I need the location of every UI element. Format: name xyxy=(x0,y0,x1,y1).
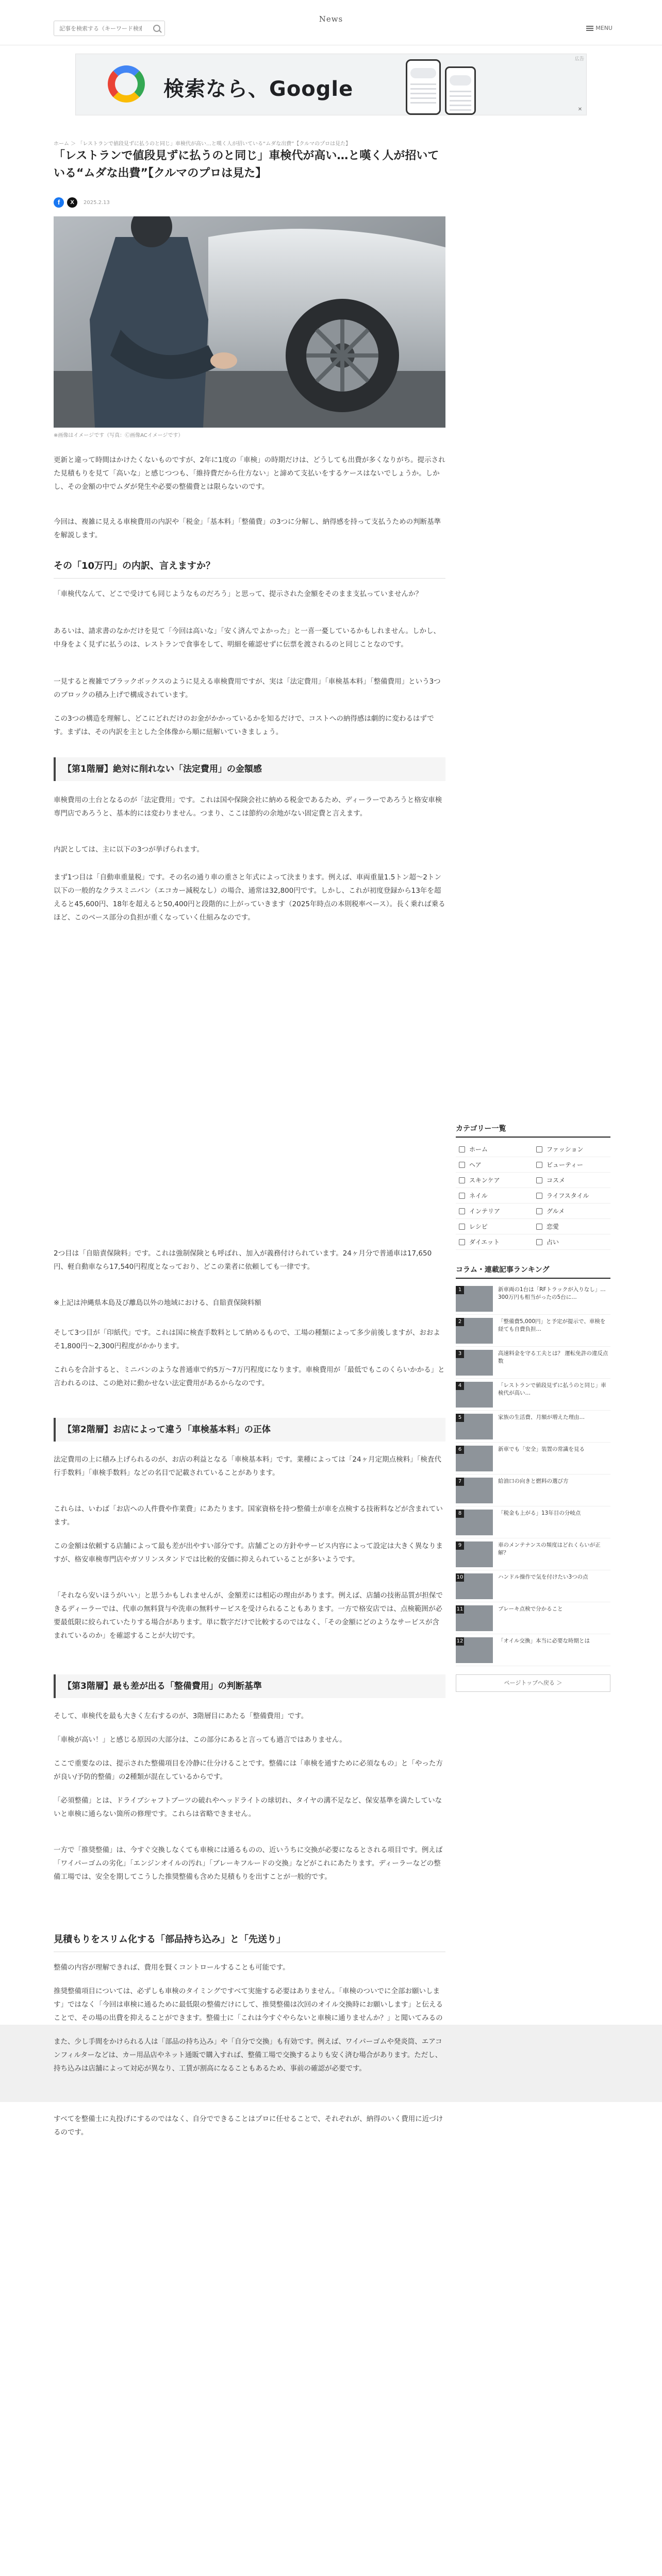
car-mechanic-photo xyxy=(54,216,445,428)
category-label: スキンケア xyxy=(469,1177,500,1184)
category-label: 恋愛 xyxy=(547,1223,559,1230)
category-label: ネイル xyxy=(469,1192,488,1199)
paragraph: 2つ目は「自賠責保険料」です。これは強制保険とも呼ばれ、加入が義務付けられています。24ヶ月分で普通車は17,650円、軽自動車なら17,540円程度となっており、どこの業者に依頼しても一律です。 xyxy=(54,1249,432,1271)
category-item[interactable] xyxy=(456,1204,533,1219)
paragraph: これらを合計すると、ミニバンのような普通車で約5万〜7万円程度になります。車検費用が「最低でもこのくらいかかる」と言われるのは、この絶対に動かせない法定費用があるからなのです。 xyxy=(54,1366,445,1387)
category-item[interactable] xyxy=(533,1173,610,1188)
paragraph-note: ※上記は沖縄県本島及び離島以外の地域における、自賠責保険料額 xyxy=(54,1299,261,1307)
search-input[interactable] xyxy=(54,21,147,36)
breadcrumb[interactable]: ホーム ＞ 「レストランで値段見ずに払うのと同じ」車検代が高い…と嘆く人が招いている“ムダな出費”【クルマのプロは見た】 xyxy=(54,141,351,147)
scale-icon xyxy=(459,1239,465,1245)
phone-mockup-icon xyxy=(406,59,441,115)
facebook-icon[interactable]: f xyxy=(54,197,64,208)
category-label: ビューティー xyxy=(547,1161,584,1168)
fork-icon xyxy=(536,1208,542,1214)
ranking-title: 家族の生活費、月額が増えた理由… xyxy=(498,1414,585,1420)
ranking-item[interactable] xyxy=(456,1443,610,1475)
ranking-item[interactable] xyxy=(456,1506,610,1538)
paragraph: そして、車検代を最も大きく左右するのが、3階層目にあたる「整備費用」です。 xyxy=(54,1712,308,1720)
home-icon xyxy=(459,1146,465,1153)
compact-icon xyxy=(536,1177,542,1183)
intro-paragraph-2: 今回は、複雑に見える車検費用の内訳や「税金」「基本料」「整備費」の3つに分解し、納得感を持って支払うための判断基準を解説します。 xyxy=(54,518,441,539)
search-icon[interactable] xyxy=(153,25,160,32)
ranking-title: 「レストランで値段見ずに払うのと同じ」車検代が高い… xyxy=(498,1382,606,1396)
category-item[interactable] xyxy=(456,1142,533,1157)
paragraph: 法定費用の上に積み上げられるのが、お店の利益となる「車検基本料」です。業種によっては「24ヶ月定期点検料」「検査代行手数料」「車検手数料」などの名目で記載されていることがあります。 xyxy=(54,1455,441,1477)
cup-icon xyxy=(536,1193,542,1199)
category-label: コスメ xyxy=(547,1177,566,1184)
paragraph: また、少し手間をかけられる人は「部品の持ち込み」や「自分で交換」も有効です。例えば、ワイパーゴムや発炎筒、エアコンフィルターなどは、カー用品店やネット通販で購入すれば、整備工場で交換するよりも安く済む場合があります。ただし、持ち込みは店舗によって対応が異なり、工賃が割高になることもあるため、事前の確認が必要です。 xyxy=(54,2038,442,2073)
category-item[interactable] xyxy=(456,1173,533,1188)
paragraph: 「それなら安いほうがいい」と思うかもしれませんが、金額差には相応の理由があります。例えば、店舗の技術品質が担保できるディーラーでは、代車の無料貸与や洗車の無料サービスを受けられることもあります。一方で格安店では、点検範囲が必要最低限に絞られていたりする場合があります。単に数字だけで比較するのではなく、「その金額にどのようなサービスが含まれているのか」を確認することが大切です。 xyxy=(54,1591,443,1640)
paragraph: 「車検代なんて、どこで受けても同じようなものだろう」と思って、提示された金額をそのまま支払っていませんか？ xyxy=(54,590,422,598)
rank-badge: 6 xyxy=(456,1446,464,1454)
share-row xyxy=(54,197,110,208)
rank-badge: 2 xyxy=(456,1318,464,1326)
paragraph: あるいは、請求書のなかだけを見て「今回は高いな」「安く済んでよかった」と一喜一憂しているかもしれません。しかし、中身をよく見ずに払うのは、レストランで食事をして、明細を確認せずに伝票を渡されるのと同じことなのです。 xyxy=(54,627,441,649)
ranking-title: 新車でも「安全」装置の常識を見る xyxy=(498,1446,585,1452)
paragraph: 車検費用の土台となるのが「法定費用」です。これは国や保険会社に納める税金であるため、ディーラーであろうと格安車検専門店であろうと、基本的には変わりません。つまり、ここは節約の余地がない固定費と言えます。 xyxy=(54,796,442,818)
ranking-item[interactable] xyxy=(456,1602,610,1634)
category-item[interactable] xyxy=(533,1157,610,1173)
rank-badge: 10 xyxy=(456,1573,464,1582)
ranking-item[interactable] xyxy=(456,1538,610,1570)
ranking-title: 新車両の1台は「RFトラックが入りなし」… 300万円も相当がったの5台に… xyxy=(498,1286,606,1300)
ranking-title: 高速料金を守る工夫とは？ 運転免許の違反点数 xyxy=(498,1350,608,1364)
category-item[interactable] xyxy=(533,1219,610,1234)
ranking-item[interactable] xyxy=(456,1379,610,1411)
ranking-item[interactable] xyxy=(456,1315,610,1347)
x-icon[interactable]: X xyxy=(67,197,77,208)
paragraph: 「必須整備」とは、ドライブシャフトブーツの破れやヘッドライトの球切れ、タイヤの溝不足など、保安基準を満たしていないと車検に通らない箇所の修理です。これらは省略できません。 xyxy=(54,1797,442,1818)
subsection-heading: 【第2階層】お店によって違う「車検基本料」の正体 xyxy=(54,1418,445,1442)
rank-badge: 8 xyxy=(456,1510,464,1518)
category-label: ファッション xyxy=(547,1146,584,1153)
category-item[interactable] xyxy=(533,1234,610,1250)
ad-banner[interactable] xyxy=(75,54,587,115)
paragraph: この3つの構造を理解し、どこにどれだけのお金がかかっているかを知るだけで、コストへの納得感は劇的に変わるはずです。まずは、その内訳を主とした全体像から順に紐解いていきましょう。 xyxy=(54,715,434,736)
hero-photo xyxy=(54,216,445,428)
paragraph: 「車検が高い！」と感じる原因の大部分は、この部分にあると言っても過言ではありません。 xyxy=(54,1736,346,1744)
article-date: 2025.2.13 xyxy=(84,199,110,206)
sidebar xyxy=(456,1123,610,1692)
ad-label: 広告 xyxy=(574,57,584,62)
category-item[interactable] xyxy=(456,1234,533,1250)
rank-badge: 11 xyxy=(456,1605,464,1614)
ranking-item[interactable] xyxy=(456,1283,610,1315)
ranking-item[interactable] xyxy=(456,1570,610,1602)
google-logo-icon xyxy=(108,65,145,103)
category-item[interactable] xyxy=(456,1188,533,1204)
rank-badge: 1 xyxy=(456,1286,464,1294)
sofa-icon xyxy=(459,1208,465,1214)
ranking-title: 「税金も上がる」13年目の分岐点 xyxy=(498,1510,581,1516)
menu-label: MENU xyxy=(595,25,613,31)
category-item[interactable] xyxy=(533,1188,610,1204)
rank-badge: 12 xyxy=(456,1637,464,1646)
category-label: 占い xyxy=(547,1239,559,1246)
heart-icon xyxy=(536,1224,542,1230)
site-logo[interactable]: News xyxy=(319,14,343,24)
paragraph: まず1つ目は「自動車重量税」です。その名の通り車の重さと年式によって決まります。例えば、車両重量1.5トン超〜2トン以下の一般的なクラスミニバン（エコカー減税なし）の場合、通常は32,800円です。しかし、これが初度登録から13年を超えると45,600円、18年を超えると50,400円と段階的に上がっていきます（2025年時点の本則税率ベース）。長く乗れば乗るほど、このベース部分の負担が重くなっていく仕組みなのです。 xyxy=(54,873,445,922)
close-icon[interactable]: ✕ xyxy=(577,107,583,112)
category-label: ホーム xyxy=(469,1146,488,1153)
category-label: グルメ xyxy=(547,1208,565,1215)
phone-mockup-icon xyxy=(445,66,476,115)
paragraph: すべてを整備士に丸投げにするのではなく、自分でできることはプロに任せることで、それぞれが、納得のいく費用に近づけるのです。 xyxy=(54,2115,443,2137)
ranking-list xyxy=(456,1264,610,1692)
ranking-title: 「オイル交換」本当に必要な時期とは xyxy=(498,1638,590,1644)
categories-heading: カテゴリー一覧 xyxy=(456,1123,610,1138)
rank-badge: 7 xyxy=(456,1478,464,1486)
subsection-heading: 【第3階層】最も差が出る「整備費用」の判断基準 xyxy=(54,1674,445,1698)
ranking-item[interactable] xyxy=(456,1347,610,1379)
paragraph: ここで重要なのは、提示された整備項目を冷静に仕分けることです。整備には「車検を通すために必須なもの」と「やった方が良い/予防的整備」の2種類が混在しているからです。 xyxy=(54,1759,443,1781)
paragraph: 一見すると複雑でブラックボックスのように見える車検費用ですが、実は「法定費用」「車検基本料」「整備費用」という3つのブロックの積み上げで構成されています。 xyxy=(54,677,441,699)
category-item[interactable] xyxy=(456,1219,533,1234)
page-title: 「レストランで値段見ずに払うのと同じ」車検代が高い…と嘆く人が招いている“ムダな出費”【クルマのプロは見た】 xyxy=(54,149,439,180)
category-label: ダイエット xyxy=(469,1239,500,1246)
ranking-title: 給油口の向きと燃料の選び方 xyxy=(498,1478,569,1484)
back-to-top-button[interactable]: ページトップへ戻る ＞ xyxy=(456,1674,610,1692)
ranking-title: 「整備費5,000円」と予定が提示で、車検を経ても自費負担… xyxy=(498,1318,606,1332)
ranking-title: 車のメンテナンスの頻度はどれくらいが正解？ xyxy=(498,1542,601,1556)
category-item[interactable] xyxy=(533,1142,610,1157)
ranking-item[interactable] xyxy=(456,1475,610,1506)
paragraph: 推奨整備項目については、必ずしも車検のタイミングですべて実施する必要はありません。「車検のついでに全部お願いします」ではなく「今回は車検に通るために最低限の整備だけにして、推奨整備は次回のオイル交換時にお願いします」と伝えることで、その場の出費を抑えることができます。整備士に「これは今すぐやらないと車検に通りませんか？」と聞いてみるの xyxy=(54,1987,443,2022)
star-icon xyxy=(536,1239,542,1245)
rank-badge: 5 xyxy=(456,1414,464,1422)
ranking-title: ブレーキ点検で分かること xyxy=(498,1606,563,1612)
paragraph: そして3つ目が「印紙代」です。これは国に検査手数料として納めるもので、工場の種類によって多少前後しますが、おおよそ1,800円〜2,300円程度がかかります。 xyxy=(54,1329,440,1350)
shirt-icon xyxy=(536,1146,542,1153)
paragraph: 整備の内容が理解できれば、費用を賢くコントロールすることも可能です。 xyxy=(54,1963,290,1972)
ranking-item[interactable] xyxy=(456,1411,610,1443)
subsection-heading: 【第1階層】絶対に削れない「法定費用」の金額感 xyxy=(54,757,445,781)
paragraph: これらは、いわば「お店への人件費や作業費」にあたります。国家資格を持つ整備士が車を点検する技術料などが含まれています。 xyxy=(54,1505,443,1527)
scissors-icon xyxy=(459,1162,465,1168)
section-heading: 見積もりをスリム化する「部品持ち込み」と「先送り」 xyxy=(54,1932,445,1952)
photo-caption: ※画像はイメージです（写真：Ⓒ画像ACイメージです） xyxy=(54,433,184,438)
category-grid xyxy=(456,1142,610,1250)
ranking-title: ハンドル操作で気を付けたい3つの点 xyxy=(498,1574,588,1580)
category-item[interactable] xyxy=(533,1204,610,1219)
section-heading: その「10万円」の内訳、言えますか？ xyxy=(54,558,445,579)
paragraph: 内訳としては、主に以下の3つが挙げられます。 xyxy=(54,845,204,854)
category-label: レシピ xyxy=(469,1223,488,1230)
bottle-icon xyxy=(459,1177,465,1183)
hamburger-icon xyxy=(586,26,593,31)
category-label: ヘア xyxy=(469,1161,482,1168)
rank-badge: 3 xyxy=(456,1350,464,1358)
intro-paragraph: 更新と違って時間はかけたくないものですが、2年に1度の「車検」の時期だけは、どうしても出費が多くなりがち。提示された見積もりを見て「高いな」と感じつつも、「維持費だから仕方ない」と諦めて支払いをするケースはないでしょうか。しかし、その金額の中でムダが発生や必要の整備費とは限らないのです。 xyxy=(54,456,445,491)
ranking-item[interactable] xyxy=(456,1634,610,1666)
ad-text: 検索なら、Google xyxy=(163,77,354,101)
search-box[interactable] xyxy=(54,21,165,36)
site-header xyxy=(0,0,662,45)
paragraph: この金額は依頼する店舗によって最も差が出やすい部分です。店舗ごとの方針やサービス内容によって設定は大きく異なりますが、格安車検専門店やガソリンスタンドでは比較的安価に抑えられていることが多いようです。 xyxy=(54,1542,443,1564)
ranking-heading: コラム・連載記事ランキング xyxy=(456,1264,610,1279)
pot-icon xyxy=(459,1224,465,1230)
rank-badge: 4 xyxy=(456,1382,464,1390)
category-item[interactable] xyxy=(456,1157,533,1173)
lipstick-icon xyxy=(536,1162,542,1168)
category-label: インテリア xyxy=(469,1208,501,1215)
rank-badge: 9 xyxy=(456,1541,464,1550)
nail-icon xyxy=(459,1193,465,1199)
menu-button[interactable] xyxy=(586,25,613,31)
category-label: ライフスタイル xyxy=(547,1192,589,1199)
paragraph: 一方で「推奨整備」は、今すぐ交換しなくても車検には通るものの、近いうちに交換が必要になるとされる項目です。例えば「ワイパーゴムの劣化」「エンジンオイルの汚れ」「ブレーキフルードの交換」などがこれにあたります。ディーラーなどの整備工場では、安全を期してこうした推奨整備も含めた見積もりを出すことが一般的です。 xyxy=(54,1846,443,1881)
